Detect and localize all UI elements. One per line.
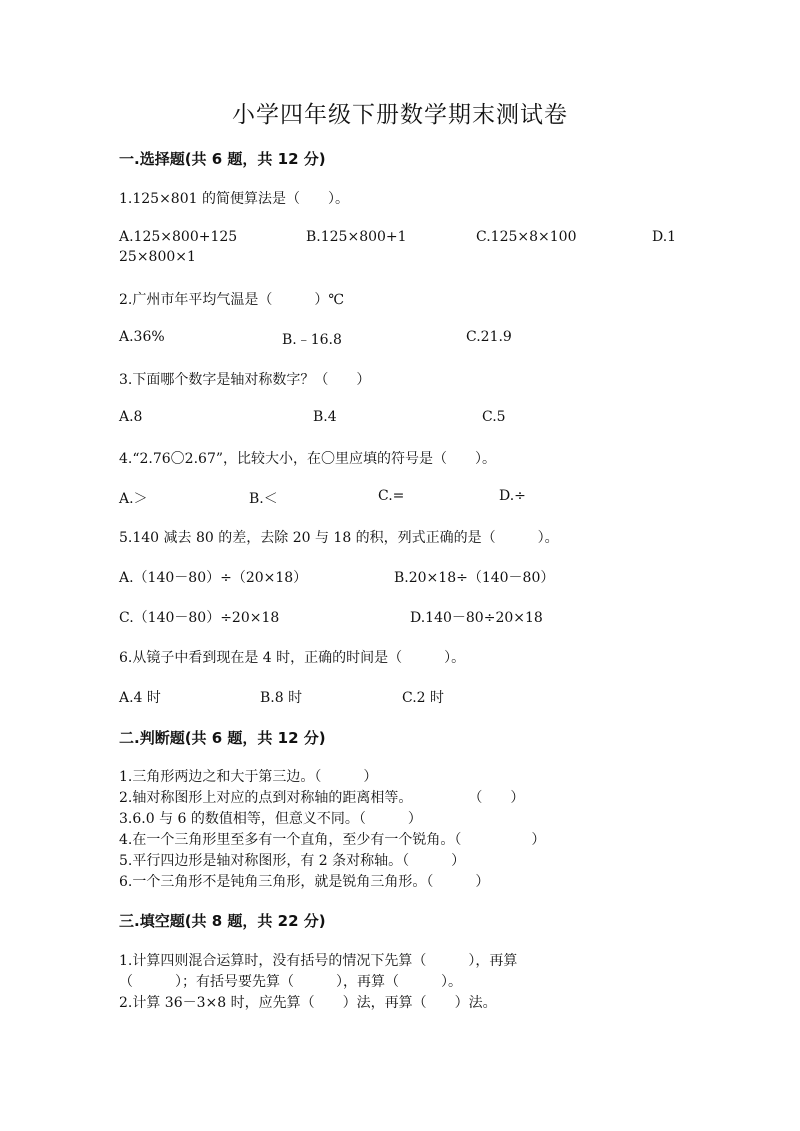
option-a: A.4 时 — [119, 690, 161, 706]
list-item: 4.在一个三角形里至多有一个直角，至少有一个锐角。（ ） — [119, 832, 546, 848]
option-c: C.125×8×100 — [476, 229, 577, 245]
question-stem: 6.从镜子中看到现在是 4 时，正确的时间是（ ）。 — [119, 650, 466, 666]
option-b: B.125×800+1 — [306, 229, 407, 245]
option-c: C.5 — [482, 409, 506, 425]
option-c: C.21.9 — [466, 329, 512, 345]
section-heading-fill-in: 三.填空题(共 8 题，共 22 分) — [119, 912, 326, 930]
option-c: C.（140－80）÷20×18 — [119, 610, 280, 626]
option-d-continued: 25×800×1 — [119, 249, 196, 265]
list-item: 1.三角形两边之和大于第三边。（ ） — [119, 769, 378, 785]
list-item: 3.6.0 与 6 的数值相等，但意义不同。（ ） — [119, 811, 422, 827]
list-item: 5.平行四边形是轴对称图形，有 2 条对称轴。（ ） — [119, 853, 466, 869]
option-d: D.1 — [652, 229, 677, 245]
question-stem: 3.下面哪个数字是轴对称数字？（ ） — [119, 372, 371, 388]
question-stem: 1.计算四则混合运算时，没有括号的情况下先算（ ），再算 — [119, 953, 518, 969]
question-stem: 5.140 减去 80 的差，去除 20 与 18 的积，列式正确的是（ ）。 — [119, 530, 559, 546]
option-c: C.= — [378, 488, 405, 504]
question-stem-continued: （ ）；有括号要先算（ ），再算（ ）。 — [119, 974, 462, 990]
option-a: A.＞ — [119, 491, 148, 507]
option-b: B.20×18÷（140－80） — [394, 570, 555, 586]
question-stem: 1.125×801 的简便算法是（ ）。 — [119, 191, 349, 207]
question-stem: 2.计算 36－3×8 时，应先算（ ）法，再算（ ）法。 — [119, 995, 497, 1011]
option-b: B.﹣16.8 — [282, 332, 342, 348]
option-b: B.＜ — [249, 491, 278, 507]
option-c: C.2 时 — [402, 690, 445, 706]
option-d: D.140－80÷20×18 — [410, 610, 543, 626]
page-title: 小学四年级下册数学期末测试卷 — [232, 102, 568, 128]
question-stem: 4.“2.76〇2.67”，比较大小，在〇里应填的符号是（ ）。 — [119, 451, 497, 467]
list-item: 2.轴对称图形上对应的点到对称轴的距离相等。 （ ） — [119, 790, 525, 806]
section-heading-true-false: 二.判断题(共 6 题，共 12 分) — [119, 729, 326, 747]
section-heading-multiple-choice: 一.选择题(共 6 题，共 12 分) — [119, 150, 326, 168]
question-stem: 2.广州市年平均气温是（ ）℃ — [119, 292, 345, 308]
option-d: D.÷ — [499, 488, 526, 504]
option-a: A.（140－80）÷（20×18） — [119, 570, 308, 586]
option-a: A.36% — [119, 329, 165, 345]
option-b: B.8 时 — [260, 690, 303, 706]
list-item: 6.一个三角形不是钝角三角形，就是锐角三角形。（ ） — [119, 874, 490, 890]
option-a: A.8 — [119, 409, 143, 425]
option-a: A.125×800+125 — [119, 229, 238, 245]
option-b: B.4 — [313, 409, 337, 425]
